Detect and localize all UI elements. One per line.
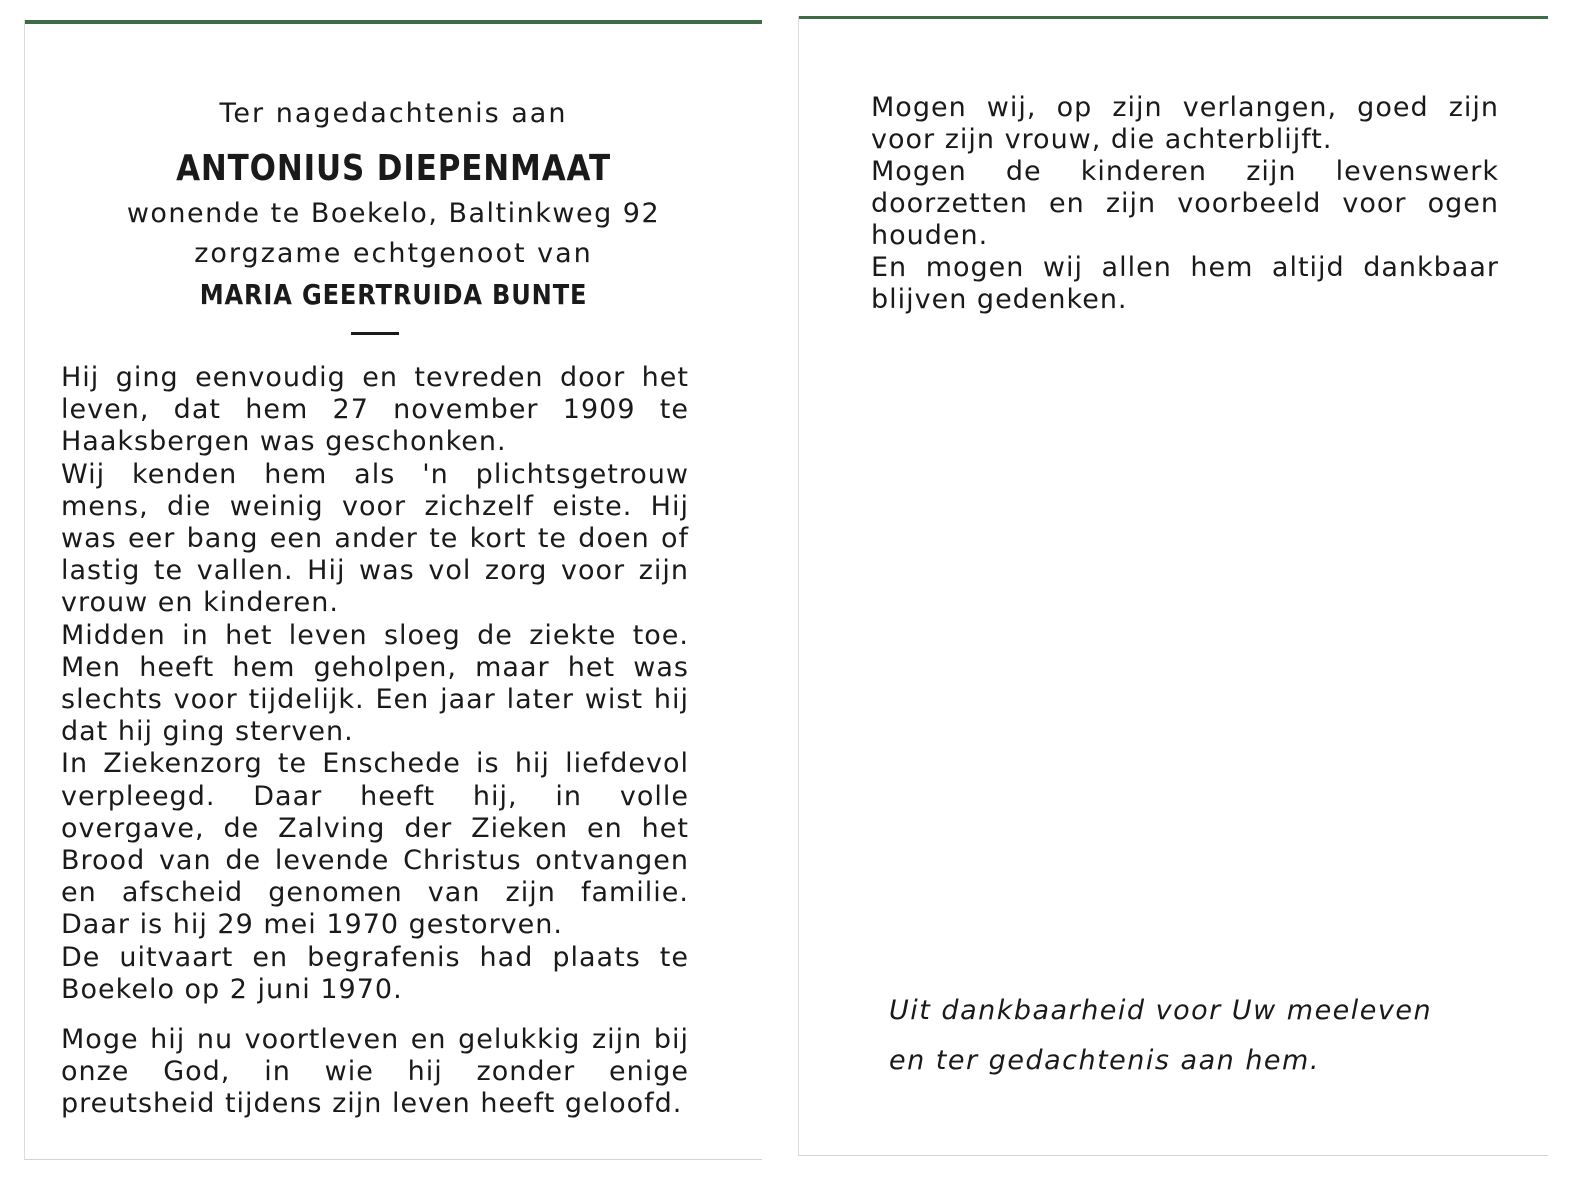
memorial-card-back [798, 16, 1548, 1156]
thanks-line: en ter gedachtenis aan hem. [889, 1045, 1320, 1076]
biography-paragraph: De uitvaart en begrafenis had plaats te Boekelo op 2 juni 1970. [61, 941, 689, 1005]
spouse-intro-text: zorgzame echtgenoot van [194, 238, 593, 269]
biography-paragraph: In Ziekenzorg te Enschede is hij liefdevol verpleegd. Daar heeft hij, in volle overgave, de Zalving der Zieken en het Brood van de levende Christus ontvangen en afscheid genomen van zijn familie. Daar is hij 29 mei 1970 gestorven. [61, 748, 689, 941]
divider-rule [351, 332, 399, 335]
deceased-name: ANTONIUS DIEPENMAAT [176, 148, 611, 189]
address-text: wonende te Boekelo, Baltinkweg 92 [126, 198, 661, 229]
biography-paragraph: Midden in het leven sloeg de ziekte toe. Men heeft hem geholpen, maar het was slechts voor tijdelijk. Een jaar later wist hij dat hij ging sterven. [61, 619, 689, 748]
wishes-text [871, 92, 1499, 316]
closing-paragraph: Moge hij nu voortleven en gelukkig zijn bij onze God, in wie hij zonder enige preutsheid tijdens zijn leven heeft geloofd. [61, 1024, 689, 1120]
biography-paragraph: Hij ging eenvoudig en tevreden door het leven, dat hem 27 november 1909 te Haaksbergen was geschonken. [61, 362, 689, 458]
biography-paragraph: Wij kenden hem als 'n plichtsgetrouw mens, die weinig voor zichzelf eiste. Hij was eer bang een ander te kort te doen of lastig te vallen. Hij was vol zorg voor zijn vrouw en kinderen. [61, 458, 689, 619]
card-top-edge [799, 16, 1548, 19]
thanks-line: Uit dankbaarheid voor Uw meeleven [889, 995, 1433, 1026]
card-top-edge [25, 20, 762, 24]
biography-text [61, 362, 689, 1006]
wish-paragraph: Mogen de kinderen zijn levenswerk doorzetten en zijn voorbeeld voor ogen houden. [871, 156, 1499, 251]
wish-paragraph: En mogen wij allen hem altijd dankbaar blijven gedenken. [871, 252, 1499, 315]
spouse-name: MARIA GEERTRUIDA BUNTE [199, 278, 588, 311]
closing-prayer [61, 1024, 689, 1121]
intro-text: Ter nagedachtenis aan [219, 98, 568, 129]
thanks-note [889, 986, 1469, 1086]
memorial-card-front [24, 20, 762, 1160]
wish-paragraph: Mogen wij, op zijn verlangen, goed zijn voor zijn vrouw, die achterblijft. [871, 92, 1499, 155]
